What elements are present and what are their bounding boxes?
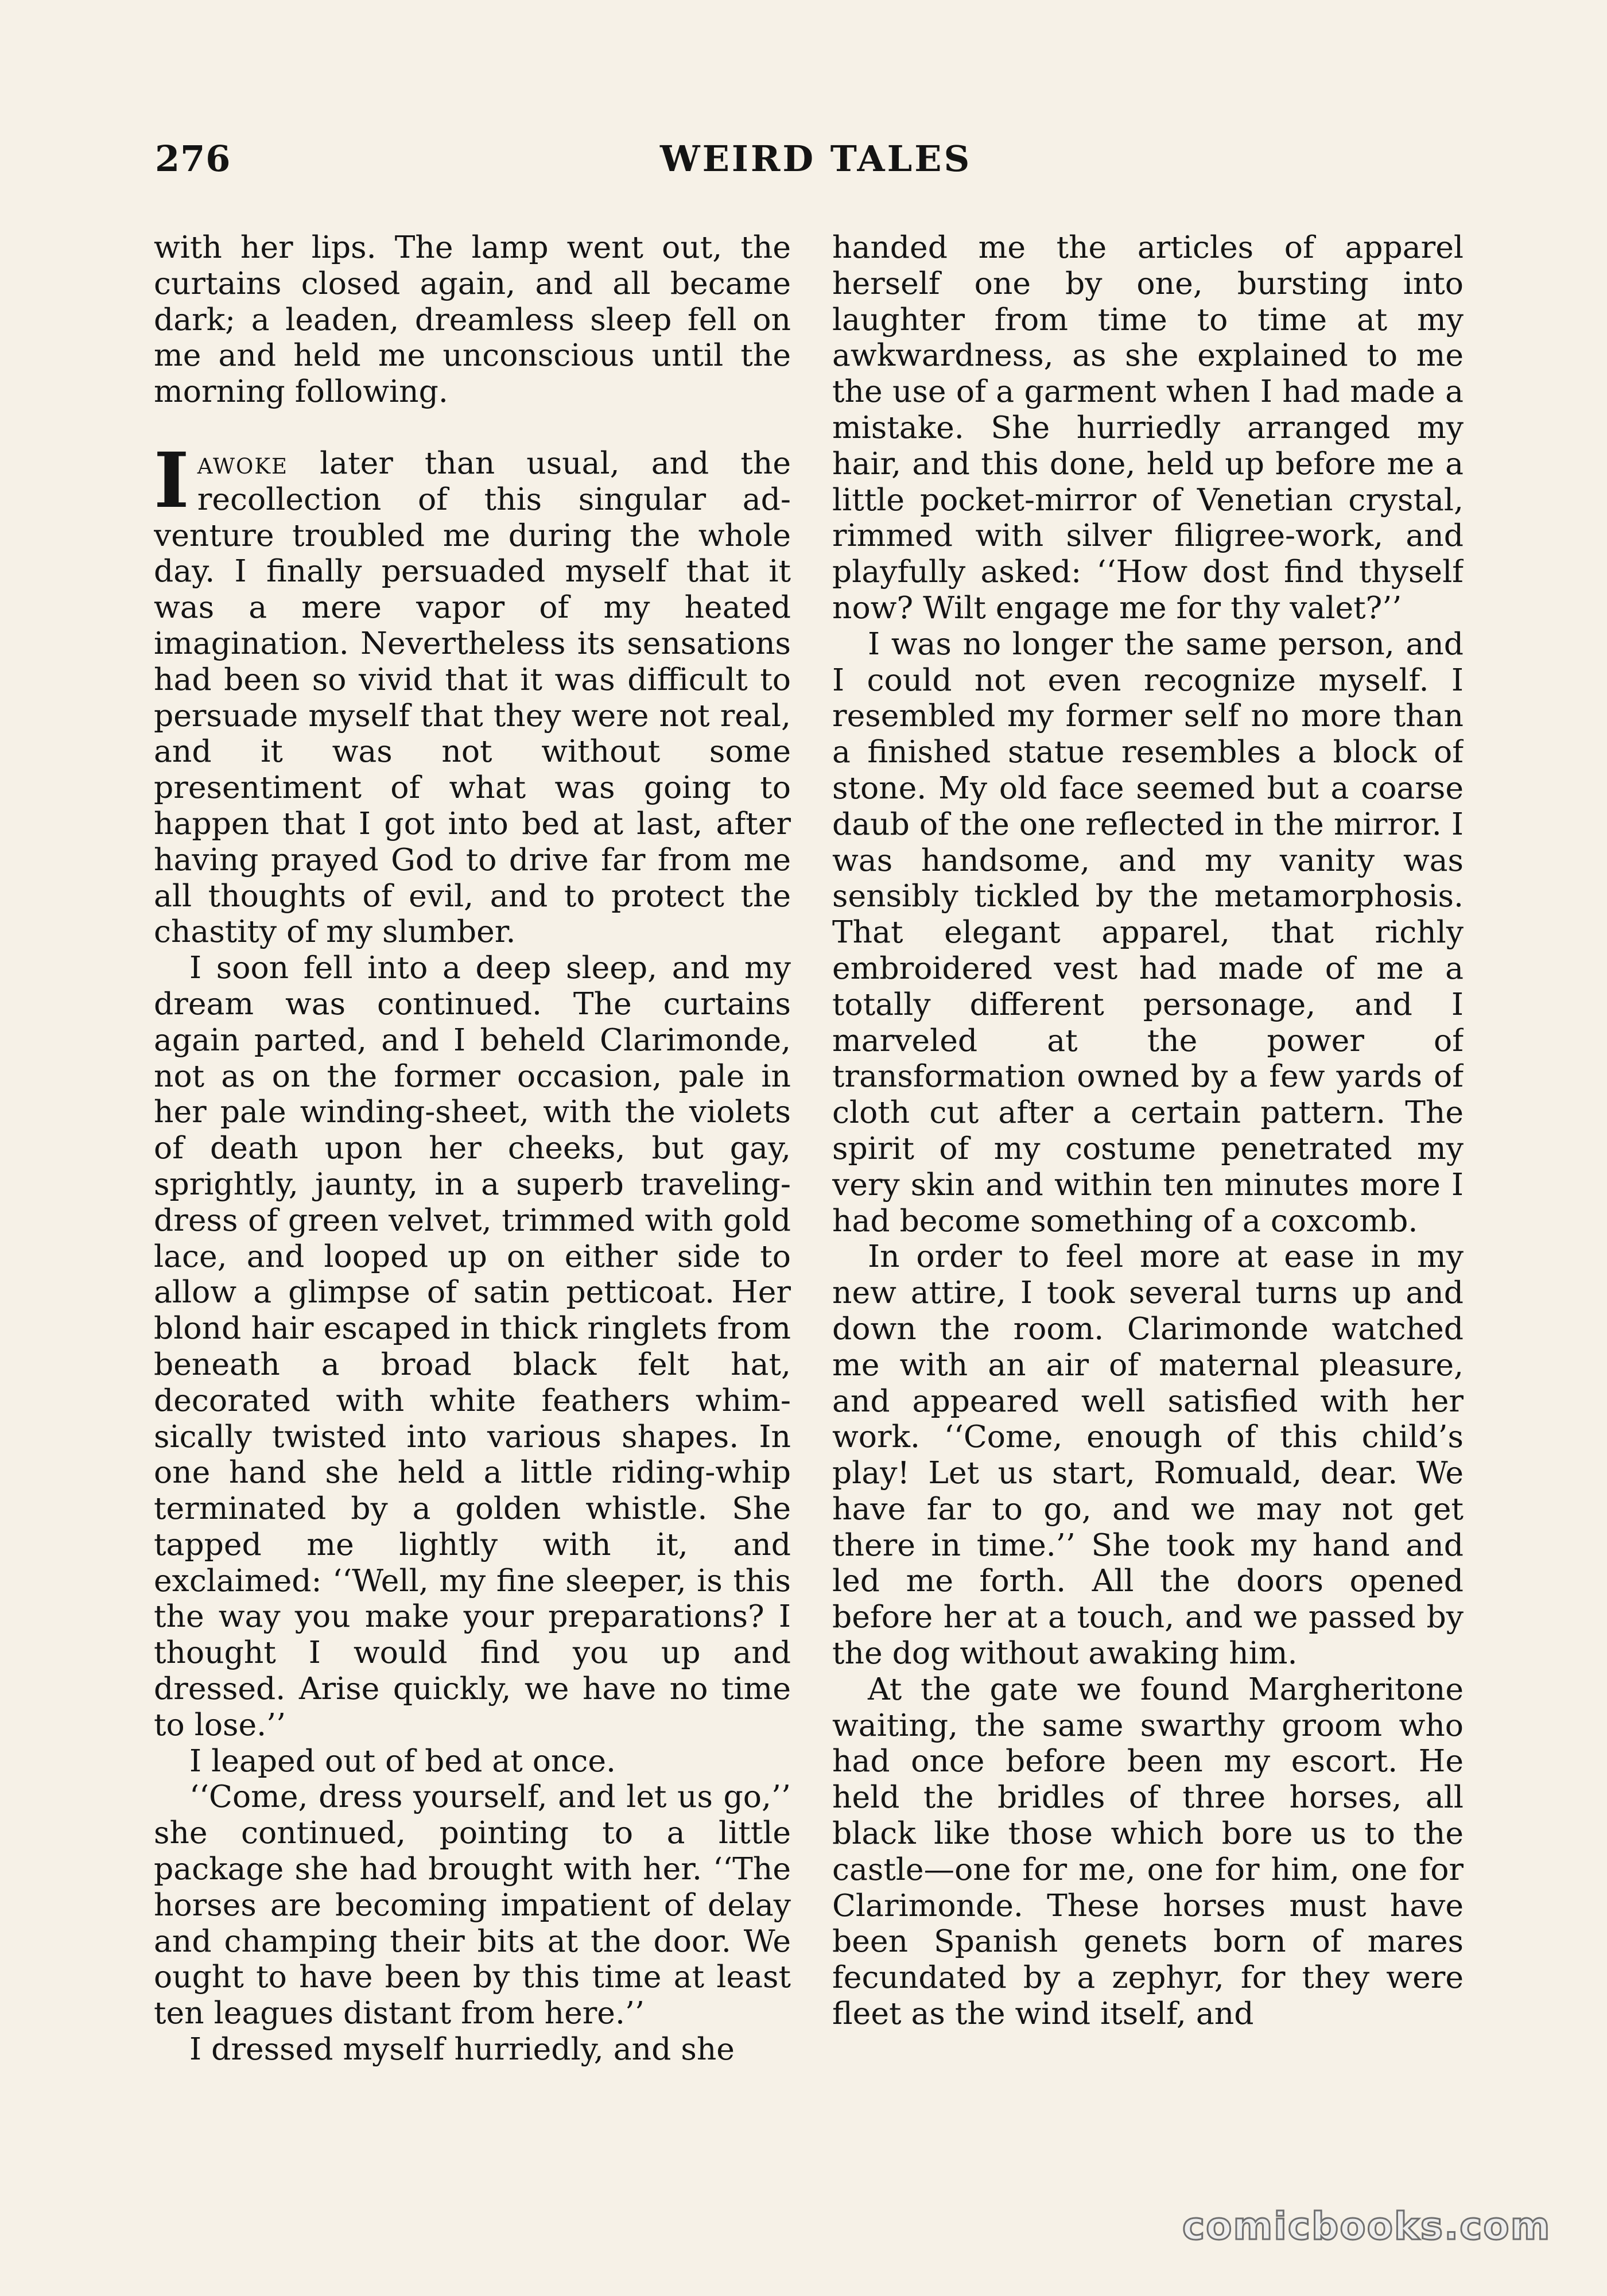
drop-cap: I [154,436,189,525]
paragraph-dropcap [154,436,791,950]
running-head-title: WEIRD TALES [660,138,972,180]
paragraph: with her lips. The lamp went out, the curtains closed again, and all became dark; a leaden, dreamless sleep fell on me and held me unconscious until the morning following. [154,230,791,410]
site-watermark: comicbooks.com [1182,2204,1551,2248]
small-caps-word: awoke [197,444,288,481]
right-text-column [832,230,1464,2141]
paragraph: I soon fell into a deep sleep, and my dream was continued. The curtains again parted, and I beheld Clarimonde, not as on the former occasion, pale in her pale winding-sheet, with the violets of death upon her cheeks, but gay, sprightly, jaunty, in a superb traveling-dress of green velvet, trimmed with gold lace, and looped up on either side to allow a glimpse of satin petticoat. Her blond hair escaped in thick ringlets from beneath a broad black felt hat, decorated with white feathers whimsically twisted into various shapes. In one hand she held a little riding-whip terminated by a golden whistle. She tapped me lightly with it, and exclaimed: ‘‘Well, my fine sleeper, is this the way you make your preparations? I thought I would find you up and dressed. Arise quickly, we have no time to lose.’’ [154,949,791,1743]
page-header [0,138,1607,201]
page-number: 276 [155,138,231,180]
paragraph: I leaped out of bed at once. [189,1742,616,1779]
paragraph: At the gate we found Margheritone waiting, the same swarthy groom who had once before been my escort. He held the bridles of three horses, all black like those which bore us to the castle—one for me, one for him, one for Clarimonde. These horses must have been Spanish genets born of mares fecundated by a zephyr, for they were fleet as the wind itself, and [832,1670,1464,2032]
paragraph: ‘‘Come, dress yourself, and let us go,’’ she continued, pointing to a little package she had brought with her. ‘‘The horses are becoming impatient of delay and champing their bits at the door. We ought to have been by this time at least ten leagues distant from here.’’ [154,1778,791,2031]
paragraph-text: later than usual, and the recollection of this singular adventure troubled me during the whole day. I finally persuaded myself that it was a mere vapor of my heated imagination. Nevertheless its sensations had been so vivid that it was difficult to persuade myself that they were not real, and it was not without some presentiment of what was going to happen that I got into bed at last, after having prayed God to drive far from me all thoughts of evil, and to protect the chastity of my slumber. [154,444,791,950]
paragraph: I dressed myself hurriedly, and she [189,2031,735,2068]
left-text-column [154,230,791,2141]
paragraph: I was no longer the same person, and I could not even recognize myself. I resembled my former self no more than a finished statue resembles a block of stone. My old face seemed but a coarse daub of the one reflected in the mirror. I was handsome, and my vanity was sensibly tickled by the metamorphosis. That elegant apparel, that richly embroidered vest had made of me a totally different personage, and I marveled at the power of transformation owned by a few yards of cloth cut after a certain pattern. The spirit of my costume penetrated my very skin and within ten minutes more I had become something of a coxcomb. [832,625,1464,1239]
paragraph: handed me the articles of apparel herself one by one, bursting into laughter from time to time at my awkwardness, as she explained to me the use of a garment when I had made a mistake. She hurriedly arranged my hair, and this done, held up before me a little pocket-mirror of Venetian crystal, rimmed with silver filigree-work, and playfully asked: ‘‘How dost find thyself now? Wilt engage me for thy valet?’’ [832,230,1464,626]
paragraph: In order to feel more at ease in my new attire, I took several turns up and down the room. Clarimonde watched me with an air of maternal pleasure, and appeared well satisfied with her work. ‘‘Come, enough of this child’s play! Let us start, Romuald, dear. We have far to go, and we may not get there in time.’’ She took my hand and led me forth. All the doors opened before her at a touch, and we passed by the dog without awaking him. [832,1238,1464,1671]
